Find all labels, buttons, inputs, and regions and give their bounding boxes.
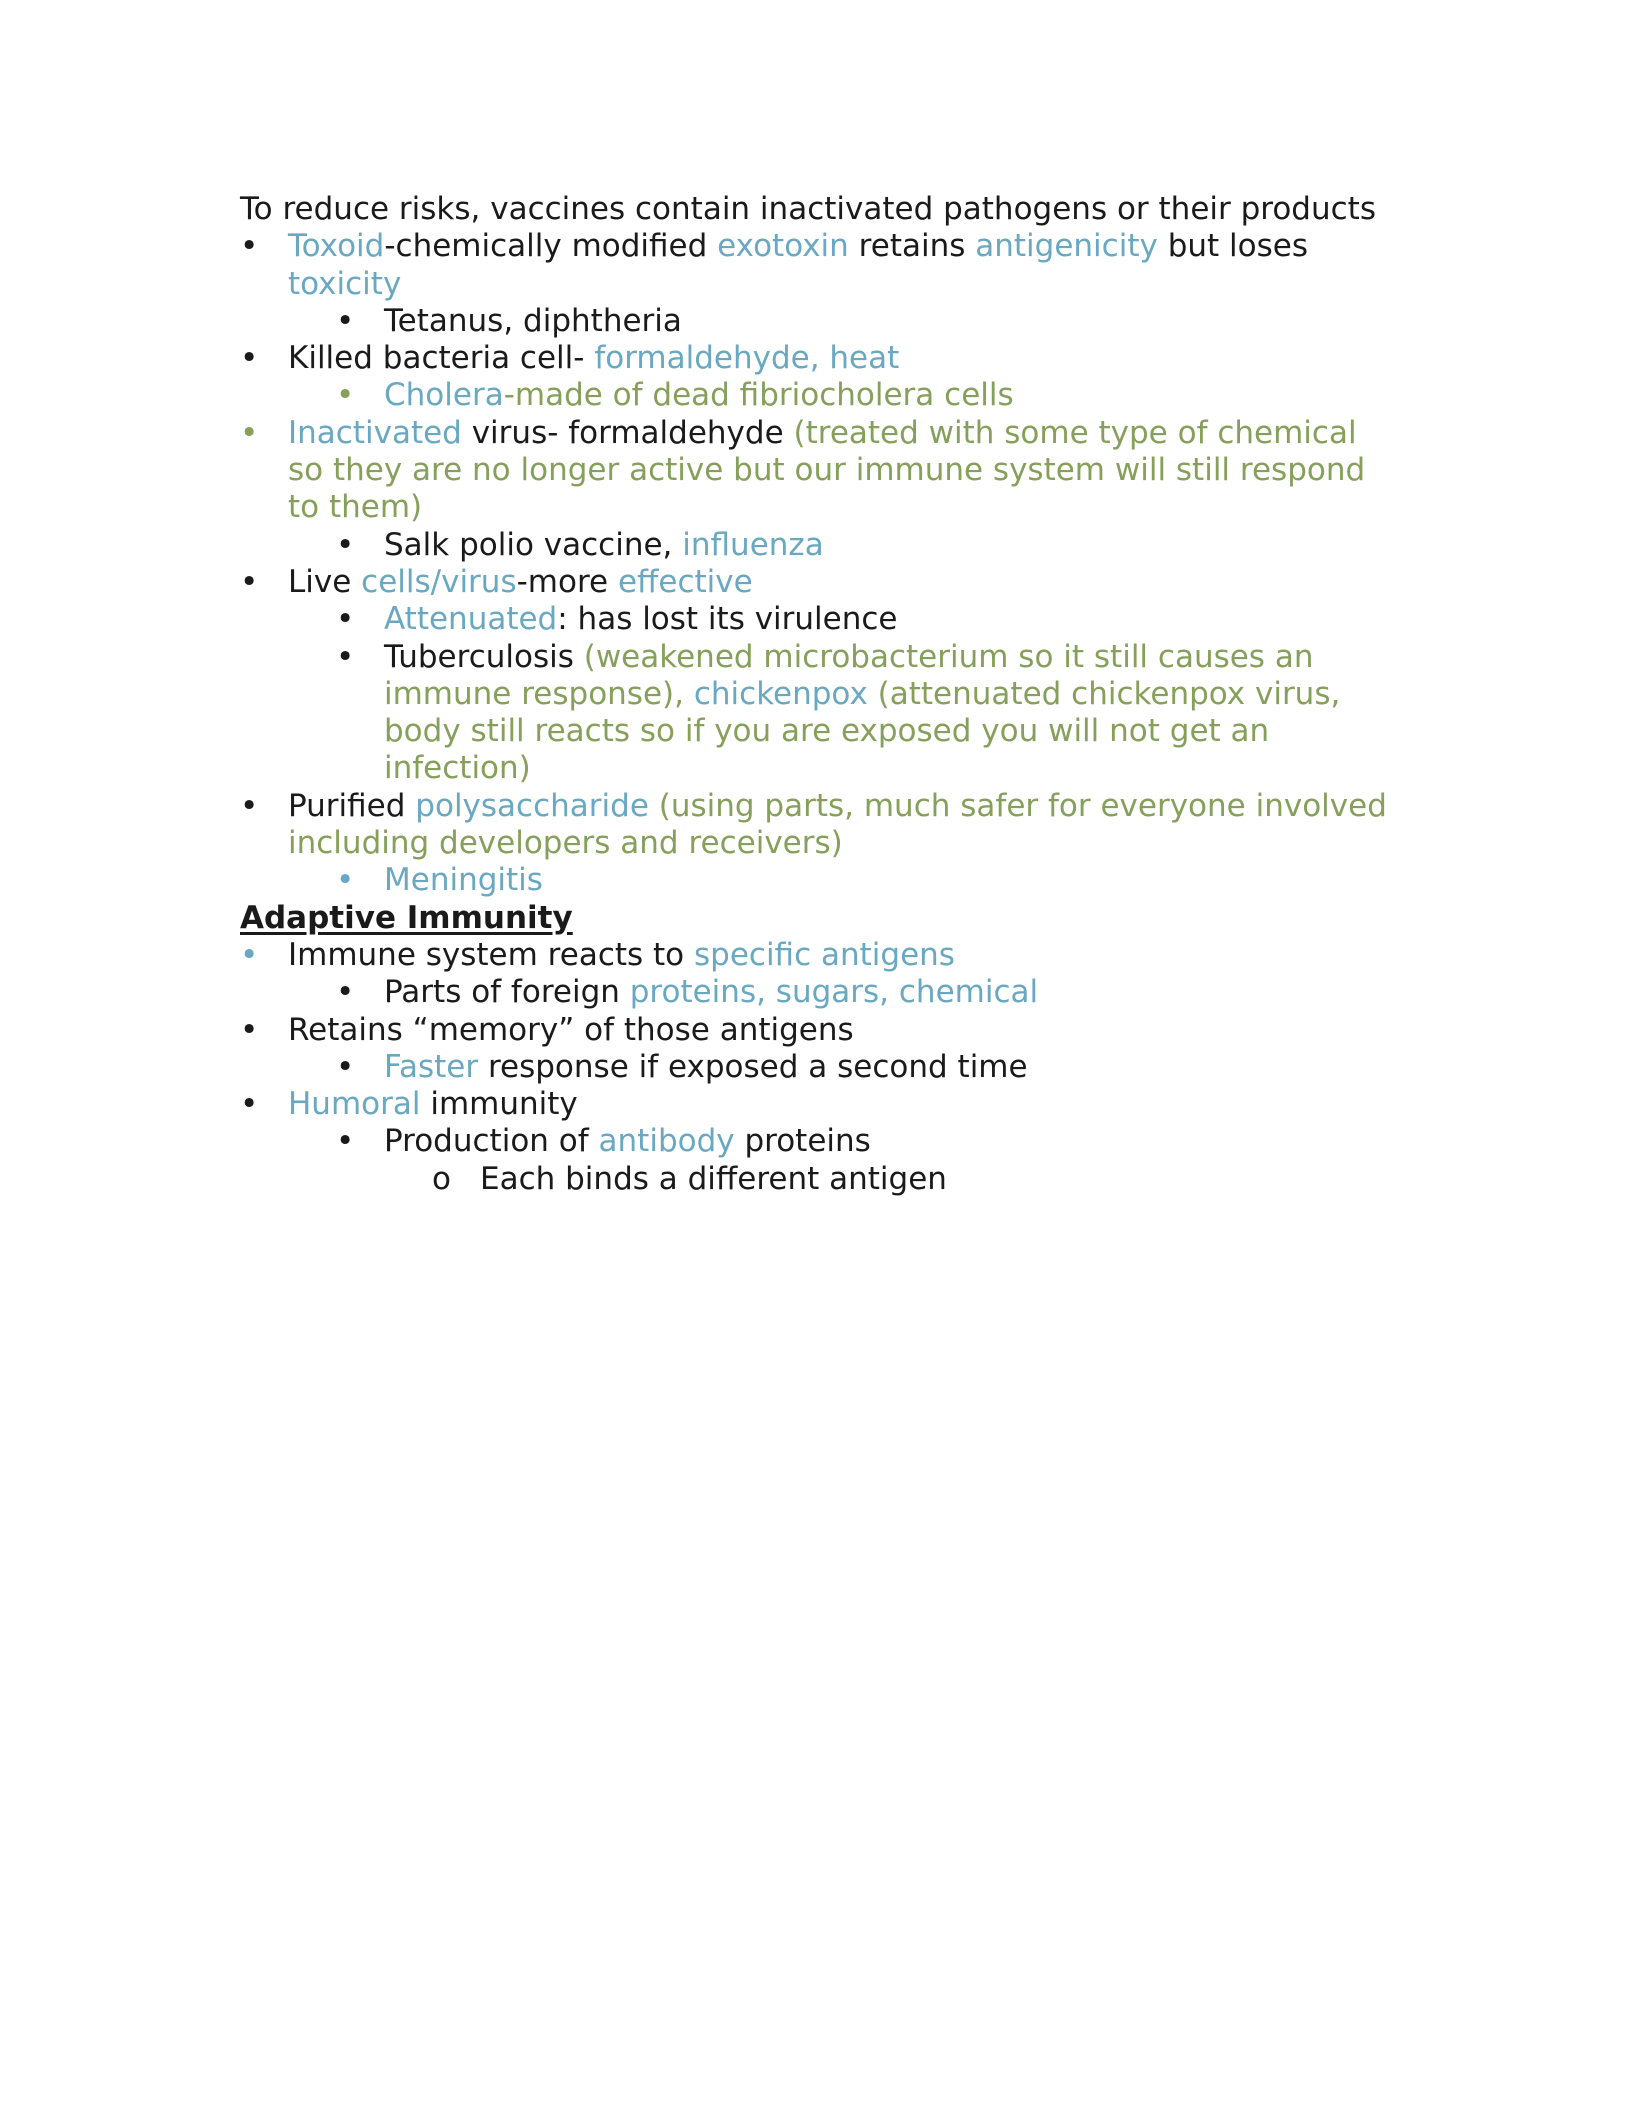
term-influenza: influenza — [682, 526, 824, 563]
list-item — [240, 788, 1390, 900]
bullet-icon: • — [240, 228, 259, 265]
text-span: Parts of foreign — [384, 974, 630, 1011]
bullet-icon: • — [336, 1048, 355, 1085]
term-polysaccharide: polysaccharide — [415, 787, 649, 824]
text-span: Each binds a different antigen — [480, 1160, 947, 1197]
list-item — [336, 527, 1390, 564]
note-text: (using parts, much safer for everyone involved including developers and receivers) — [288, 787, 1387, 862]
sub-sub-list — [432, 1161, 1390, 1198]
vaccine-types-list — [240, 228, 1390, 899]
text-span: Tetanus, diphtheria — [384, 302, 682, 339]
text-span: Purified — [288, 787, 416, 824]
text-span: virus- formaldehyde — [461, 414, 794, 451]
term-exotoxin: exotoxin — [717, 228, 849, 265]
bullet-icon: • — [240, 340, 259, 377]
sub-list — [336, 1049, 1390, 1086]
bullet-icon: • — [336, 974, 355, 1011]
list-item — [240, 937, 1390, 1012]
list-item — [336, 974, 1390, 1011]
bullet-icon: • — [336, 862, 355, 899]
sub-list — [336, 527, 1390, 564]
term-effective: effective — [617, 563, 753, 600]
text-span: but loses — [1157, 228, 1308, 265]
list-item — [240, 1086, 1390, 1198]
section-heading: Adaptive Immunity — [240, 899, 573, 936]
list-item — [336, 1123, 1390, 1198]
note-text: (attenuated chickenpox virus, body still reacts so if you are exposed you will not get an infection) — [384, 675, 1341, 787]
text-span: Killed bacteria cell- — [288, 340, 595, 377]
bullet-icon: • — [336, 638, 355, 675]
text-span: Salk polio vaccine, — [384, 526, 683, 563]
term-inactivated: Inactivated — [288, 414, 462, 451]
text-span: -more — [516, 563, 618, 600]
list-item — [432, 1161, 1390, 1198]
bullet-icon: • — [240, 936, 259, 973]
bullet-icon: • — [336, 302, 355, 339]
text-span: Production of — [384, 1123, 599, 1160]
term-humoral: Humoral — [288, 1086, 421, 1123]
sub-list — [336, 974, 1390, 1011]
note-text: (weakened microbacterium so it still causes an immune response), — [384, 638, 1314, 712]
text-span: response if exposed a second time — [478, 1048, 1028, 1085]
text-span: retains — [848, 228, 976, 265]
term-antigenicity: antigenicity — [975, 228, 1158, 265]
term-attenuated: Attenuated — [384, 601, 558, 638]
bullet-icon: • — [240, 1086, 259, 1123]
text-span: Retains “memory” of those antigens — [288, 1011, 854, 1048]
term-toxicity: toxicity — [288, 265, 402, 302]
text-span: Immune system reacts to — [288, 936, 694, 973]
note-text: (treated with some type of chemical so they are no longer active but our immune system will still respond to them) — [288, 414, 1366, 526]
text-span: -made of dead fibriocholera cells — [503, 377, 1014, 414]
text-span: Tuberculosis — [384, 638, 584, 675]
term-cells-virus: cells/virus — [361, 563, 517, 600]
term-cholera: Cholera — [384, 377, 504, 414]
circle-bullet-icon: o — [432, 1160, 451, 1197]
bullet-icon: • — [240, 414, 259, 451]
list-item — [336, 639, 1390, 788]
text-span: -chemically modified — [384, 228, 718, 265]
bullet-icon: • — [240, 1011, 259, 1048]
bullet-icon: • — [336, 601, 355, 638]
bullet-icon: • — [240, 563, 259, 600]
adaptive-immunity-list — [240, 937, 1390, 1198]
term-specific-antigens: specific antigens — [694, 936, 955, 973]
sub-list — [336, 303, 1390, 340]
list-item — [336, 377, 1390, 414]
term-toxoid: Toxoid — [288, 228, 385, 265]
intro-paragraph: To reduce risks, vaccines contain inactivated pathogens or their products — [240, 191, 1376, 227]
text-span: Live — [288, 563, 362, 600]
list-item — [240, 1012, 1390, 1087]
list-item — [240, 228, 1390, 340]
text-span: proteins — [734, 1123, 871, 1160]
bullet-icon: • — [336, 377, 355, 414]
list-item — [240, 564, 1390, 788]
sub-list — [336, 601, 1390, 787]
list-item — [336, 1049, 1390, 1086]
list-item — [240, 340, 1390, 415]
bullet-icon: • — [240, 787, 259, 824]
sub-list — [336, 377, 1390, 414]
list-item — [336, 303, 1390, 340]
bullet-icon: • — [336, 526, 355, 563]
document-body — [240, 191, 1390, 1198]
list-item — [336, 862, 1390, 899]
term-meningitis: Meningitis — [384, 862, 543, 899]
sub-list — [336, 1123, 1390, 1198]
term-formaldehyde-heat: formaldehyde, heat — [594, 340, 900, 377]
term-faster: Faster — [384, 1048, 479, 1085]
text-span: : has lost its virulence — [557, 601, 898, 638]
term-chickenpox: chickenpox — [693, 675, 868, 712]
list-item — [240, 415, 1390, 564]
term-proteins-sugars-chemical: proteins, sugars, chemical — [629, 974, 1039, 1011]
list-item — [336, 601, 1390, 638]
bullet-icon: • — [336, 1123, 355, 1160]
sub-list — [336, 862, 1390, 899]
text-span: immunity — [420, 1086, 578, 1123]
term-antibody: antibody — [598, 1123, 735, 1160]
